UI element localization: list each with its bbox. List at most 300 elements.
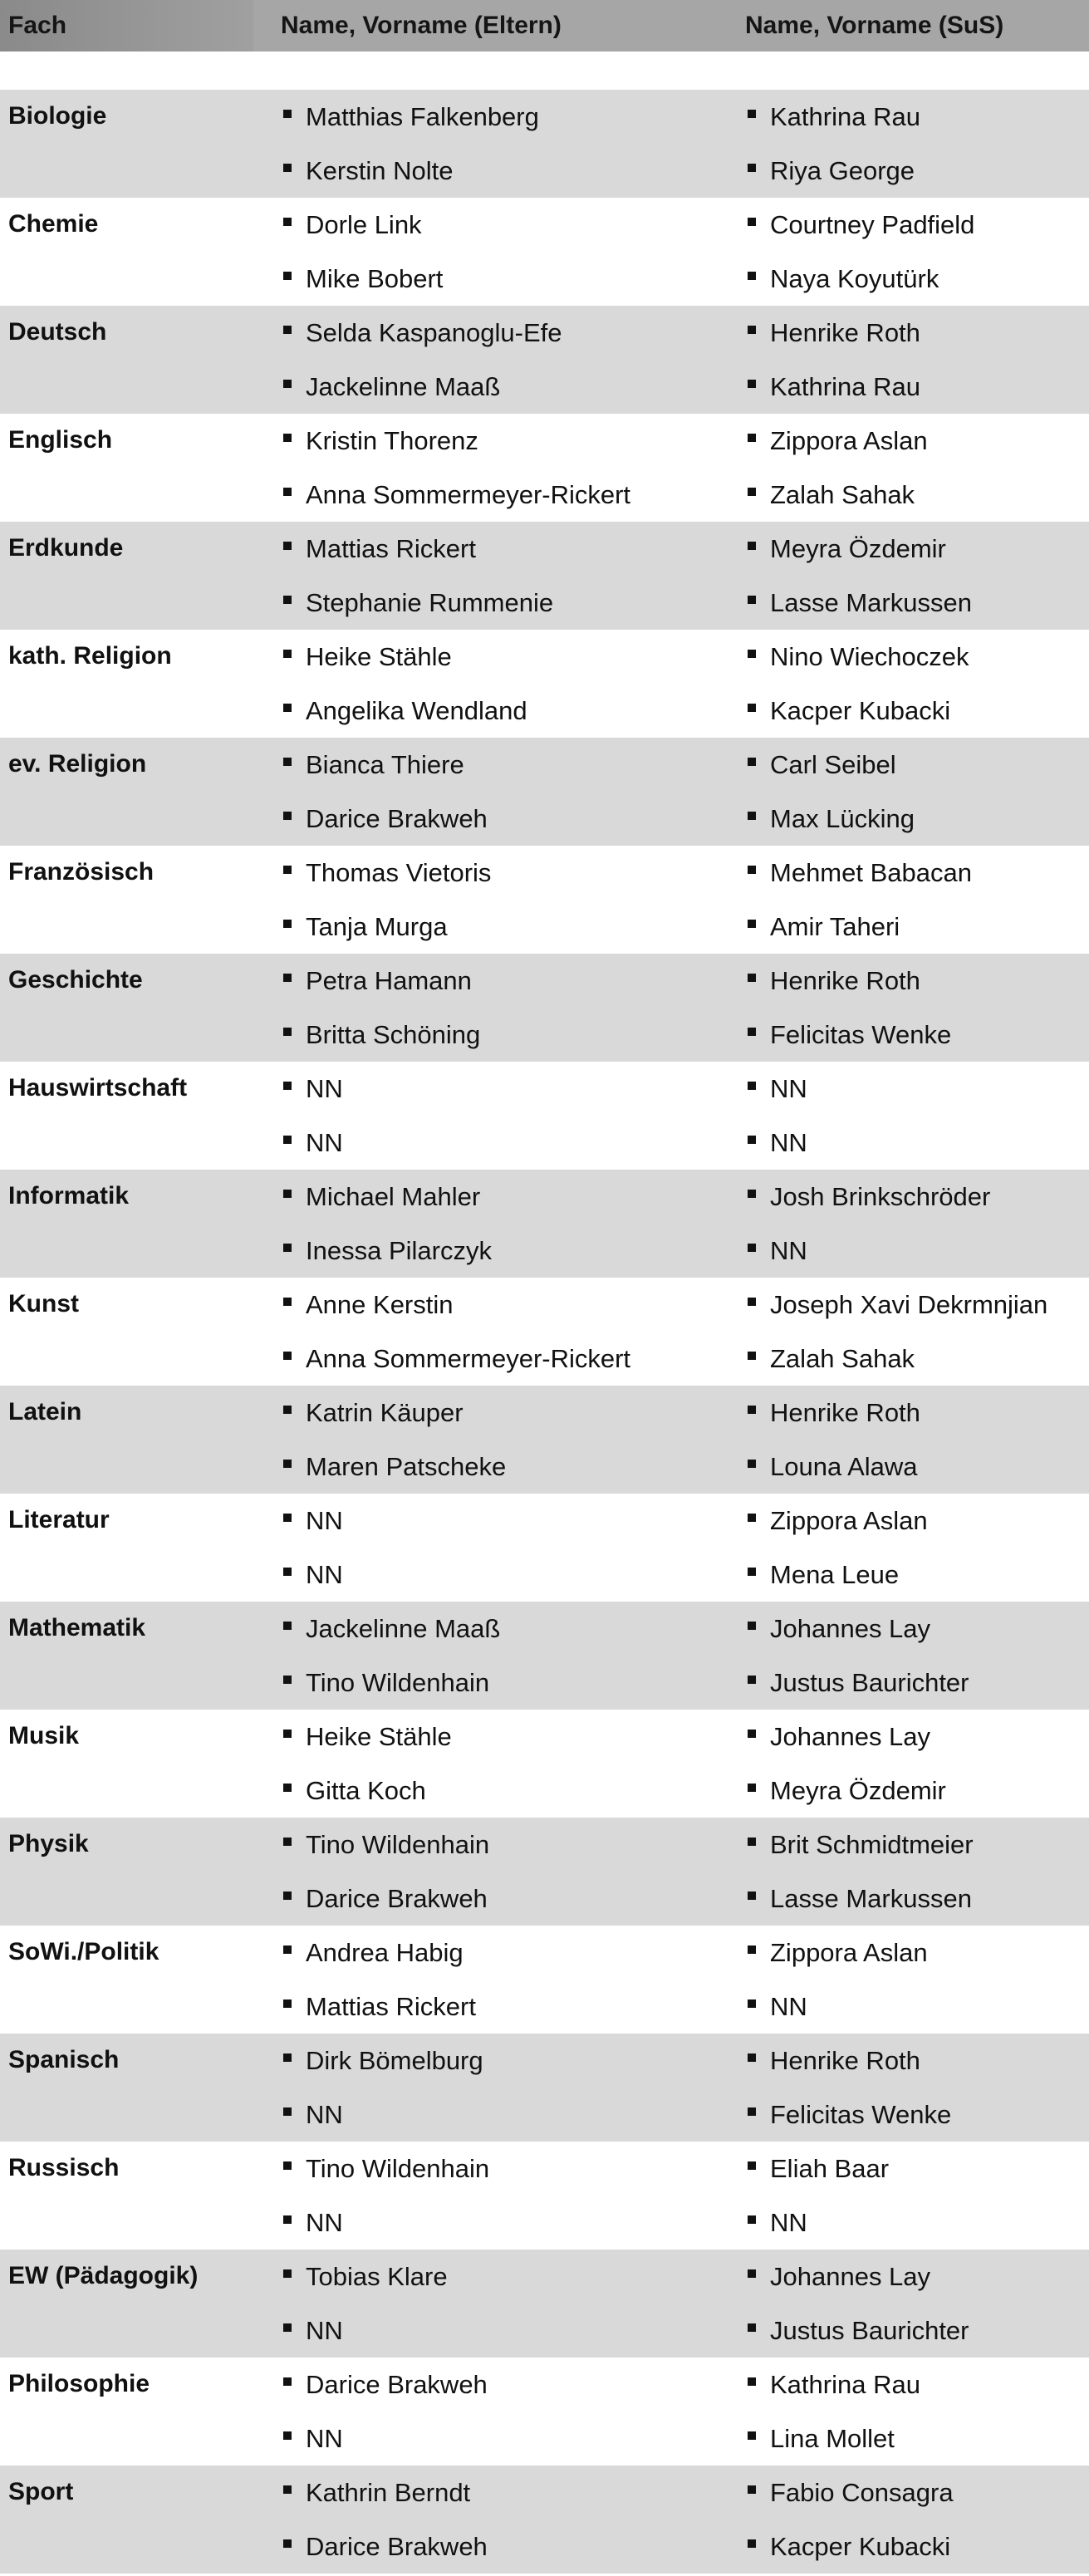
parents-cell: [253, 738, 719, 846]
list-item: [719, 144, 1089, 198]
parent-name: Anna Sommermeyer-Rickert: [306, 479, 631, 509]
subject-cell: kath. Religion: [8, 642, 172, 670]
subject-cell: Kunst: [8, 1290, 79, 1317]
square-bullet-icon: [283, 1352, 292, 1360]
parent-name: Gitta Koch: [306, 1775, 426, 1805]
student-name: Zippora Aslan: [770, 1505, 928, 1535]
students-cell: [719, 1818, 1089, 1926]
square-bullet-icon: [283, 2377, 292, 2386]
square-bullet-icon: [748, 2323, 756, 2332]
parents-cell: [253, 414, 719, 522]
students-cell: [719, 1710, 1089, 1818]
student-name: Lasse Markussen: [770, 1883, 972, 1913]
list-item: [719, 2196, 1089, 2250]
table-row: [0, 846, 1089, 954]
student-name: Fabio Consagra: [770, 2477, 954, 2507]
student-name: Johannes Lay: [770, 2261, 931, 2291]
list-item: [253, 576, 719, 630]
list-item: [253, 252, 719, 306]
table-row: [0, 1494, 1089, 1602]
subject-cell: Spanisch: [8, 2046, 120, 2073]
parents-cell: [253, 1602, 719, 1710]
parent-name: Tino Wildenhain: [306, 1667, 490, 1697]
square-bullet-icon: [748, 812, 756, 820]
subject-cell: Chemie: [8, 210, 99, 238]
parent-name: Tanja Murga: [306, 911, 448, 941]
list-item: [253, 1116, 719, 1170]
student-name: Brit Schmidtmeier: [770, 1829, 974, 1859]
list-item: [719, 954, 1089, 1008]
list-item: [719, 792, 1089, 846]
table-row: [0, 738, 1089, 846]
list-item: [719, 1494, 1089, 1548]
student-name: Zalah Sahak: [770, 479, 915, 509]
square-bullet-icon: [283, 164, 292, 172]
list-item: [719, 1548, 1089, 1602]
parents-cell: [253, 198, 719, 306]
students-cell: [719, 1170, 1089, 1278]
parent-name: Kristin Thorenz: [306, 425, 478, 455]
square-bullet-icon: [748, 2539, 756, 2548]
list-item: [719, 306, 1089, 360]
square-bullet-icon: [748, 1676, 756, 1684]
square-bullet-icon: [748, 1082, 756, 1090]
list-item: [719, 1926, 1089, 1980]
square-bullet-icon: [748, 1945, 756, 1954]
table-row: [0, 306, 1089, 414]
parent-name: NN: [306, 2423, 343, 2453]
square-bullet-icon: [283, 1406, 292, 1414]
list-item: [719, 1872, 1089, 1926]
student-name: Riya George: [770, 155, 915, 185]
table-row: [0, 414, 1089, 522]
students-cell: [719, 846, 1089, 954]
list-item: [719, 1386, 1089, 1440]
list-item: [719, 1062, 1089, 1116]
square-bullet-icon: [748, 542, 756, 550]
parent-name: Darice Brakweh: [306, 803, 488, 833]
parents-cell: [253, 846, 719, 954]
student-name: NN: [770, 1235, 807, 1265]
table-row: [0, 1818, 1089, 1926]
parent-name: Bianca Thiere: [306, 749, 464, 779]
students-cell: [719, 414, 1089, 522]
square-bullet-icon: [748, 2431, 756, 2440]
parent-name: Heike Stähle: [306, 1721, 452, 1751]
parent-name: Mattias Rickert: [306, 533, 476, 563]
parent-name: Dirk Bömelburg: [306, 2045, 483, 2075]
table-row: [0, 630, 1089, 738]
parent-name: Jackelinne Maaß: [306, 371, 501, 401]
subject-cell: Latein: [8, 1398, 82, 1425]
student-name: Naya Koyutürk: [770, 263, 939, 293]
student-name: Henrike Roth: [770, 1397, 920, 1427]
square-bullet-icon: [748, 1406, 756, 1414]
list-item: [253, 468, 719, 522]
parent-name: Inessa Pilarczyk: [306, 1235, 492, 1265]
student-name: Eliah Baar: [770, 2153, 890, 2183]
square-bullet-icon: [283, 218, 292, 226]
parent-name: Kathrin Berndt: [306, 2477, 471, 2507]
list-item: [719, 1764, 1089, 1818]
parents-cell: [253, 1494, 719, 1602]
list-item: [719, 2088, 1089, 2142]
students-cell: [719, 1926, 1089, 2034]
square-bullet-icon: [283, 1892, 292, 1900]
parent-name: Darice Brakweh: [306, 1883, 488, 1913]
parent-name: Katrin Käuper: [306, 1397, 464, 1427]
square-bullet-icon: [748, 866, 756, 874]
square-bullet-icon: [748, 704, 756, 712]
square-bullet-icon: [283, 2431, 292, 2440]
square-bullet-icon: [283, 1945, 292, 1954]
square-bullet-icon: [283, 1082, 292, 1090]
square-bullet-icon: [283, 2107, 292, 2116]
parent-name: Mattias Rickert: [306, 1991, 476, 2021]
square-bullet-icon: [748, 326, 756, 334]
list-item: [719, 1656, 1089, 1710]
parents-cell: [253, 1710, 719, 1818]
list-item: [719, 900, 1089, 954]
table-row: [0, 1170, 1089, 1278]
square-bullet-icon: [283, 1136, 292, 1144]
square-bullet-icon: [283, 326, 292, 334]
square-bullet-icon: [748, 1136, 756, 1144]
parents-cell: [253, 2466, 719, 2574]
list-item: [719, 2358, 1089, 2412]
subject-cell: Russisch: [8, 2154, 120, 2181]
list-item: [253, 2412, 719, 2466]
table-row: [0, 1278, 1089, 1386]
student-name: Henrike Roth: [770, 2045, 920, 2075]
parent-name: Anna Sommermeyer-Rickert: [306, 1343, 631, 1373]
subject-cell: Deutsch: [8, 318, 107, 346]
parent-name: NN: [306, 1127, 343, 1157]
parent-name: Matthias Falkenberg: [306, 101, 539, 131]
parents-cell: [253, 90, 719, 198]
parents-cell: [253, 1278, 719, 1386]
list-item: [253, 846, 719, 900]
students-cell: [719, 306, 1089, 414]
list-item: [719, 2304, 1089, 2358]
square-bullet-icon: [283, 272, 292, 280]
list-item: [719, 1008, 1089, 1062]
table-row: [0, 954, 1089, 1062]
parents-cell: [253, 630, 719, 738]
table-row: [0, 1062, 1089, 1170]
table-row: [0, 90, 1089, 198]
subject-cell: SoWi./Politik: [8, 1938, 159, 1965]
list-item: [253, 1602, 719, 1656]
students-cell: [719, 1602, 1089, 1710]
square-bullet-icon: [283, 380, 292, 388]
list-item: [719, 252, 1089, 306]
list-item: [253, 2088, 719, 2142]
list-item: [253, 1332, 719, 1386]
list-item: [253, 90, 719, 144]
header-subject: Fach: [0, 0, 253, 52]
parent-name: NN: [306, 2207, 343, 2237]
parent-name: Dorle Link: [306, 209, 422, 239]
student-name: NN: [770, 1073, 807, 1103]
students-cell: [719, 2142, 1089, 2250]
student-name: Justus Baurichter: [770, 2315, 969, 2345]
subject-cell: Biologie: [8, 102, 107, 130]
square-bullet-icon: [748, 488, 756, 496]
list-item: [253, 684, 719, 738]
square-bullet-icon: [748, 1190, 756, 1198]
parent-name: Jackelinne Maaß: [306, 1613, 501, 1643]
square-bullet-icon: [748, 2161, 756, 2170]
list-item: [719, 1278, 1089, 1332]
parents-cell: [253, 1926, 719, 2034]
student-name: Zippora Aslan: [770, 1937, 928, 1967]
parents-cell: [253, 954, 719, 1062]
parent-name: Darice Brakweh: [306, 2531, 488, 2561]
parents-cell: [253, 1170, 719, 1278]
list-item: [253, 738, 719, 792]
list-item: [719, 2412, 1089, 2466]
list-item: [719, 1602, 1089, 1656]
square-bullet-icon: [748, 1784, 756, 1792]
student-name: Kacper Kubacki: [770, 2531, 951, 2561]
square-bullet-icon: [283, 866, 292, 874]
list-item: [719, 2466, 1089, 2520]
list-item: [719, 2520, 1089, 2574]
square-bullet-icon: [748, 2107, 756, 2116]
parents-cell: [253, 1062, 719, 1170]
list-item: [719, 630, 1089, 684]
table-row: [0, 2142, 1089, 2250]
subject-cell: Erdkunde: [8, 534, 124, 562]
parent-name: Tino Wildenhain: [306, 2153, 490, 2183]
list-item: [253, 1278, 719, 1332]
students-cell: [719, 2358, 1089, 2466]
square-bullet-icon: [748, 272, 756, 280]
square-bullet-icon: [748, 218, 756, 226]
square-bullet-icon: [748, 974, 756, 982]
square-bullet-icon: [748, 1244, 756, 1252]
square-bullet-icon: [283, 704, 292, 712]
student-name: Meyra Özdemir: [770, 1775, 946, 1805]
list-item: [253, 1548, 719, 1602]
square-bullet-icon: [283, 920, 292, 928]
list-item: [719, 360, 1089, 414]
square-bullet-icon: [748, 1838, 756, 1846]
header-parents: Name, Vorname (Eltern): [281, 12, 562, 39]
parent-name: Maren Patscheke: [306, 1451, 507, 1481]
list-item: [719, 198, 1089, 252]
list-item: [253, 306, 719, 360]
square-bullet-icon: [748, 1622, 756, 1630]
square-bullet-icon: [748, 1999, 756, 2008]
square-bullet-icon: [283, 1244, 292, 1252]
list-item: [253, 2142, 719, 2196]
table-header: [0, 0, 1089, 52]
square-bullet-icon: [748, 2377, 756, 2386]
list-item: [253, 1062, 719, 1116]
square-bullet-icon: [283, 1514, 292, 1522]
subject-cell: Englisch: [8, 426, 113, 454]
student-name: Lasse Markussen: [770, 587, 972, 617]
students-cell: [719, 522, 1089, 630]
square-bullet-icon: [748, 1568, 756, 1576]
students-cell: [719, 630, 1089, 738]
list-item: [253, 1980, 719, 2034]
student-name: Courtney Padfield: [770, 209, 975, 239]
parent-name: Tino Wildenhain: [306, 1829, 490, 1859]
student-name: Justus Baurichter: [770, 1667, 969, 1697]
square-bullet-icon: [748, 164, 756, 172]
student-name: Meyra Özdemir: [770, 533, 946, 563]
student-name: Zippora Aslan: [770, 425, 928, 455]
list-item: [253, 630, 719, 684]
student-name: Amir Taheri: [770, 911, 900, 941]
parent-name: Mike Bobert: [306, 263, 444, 293]
parent-name: Heike Stähle: [306, 641, 452, 671]
square-bullet-icon: [283, 2215, 292, 2224]
student-name: Henrike Roth: [770, 317, 920, 347]
subject-cell: Musik: [8, 1722, 80, 1749]
table-row: [0, 2034, 1089, 2142]
square-bullet-icon: [283, 1676, 292, 1684]
list-item: [253, 2304, 719, 2358]
students-cell: [719, 954, 1089, 1062]
list-item: [253, 414, 719, 468]
list-item: [719, 2250, 1089, 2304]
parent-name: NN: [306, 1073, 343, 1103]
subject-cell: Sport: [8, 2478, 74, 2505]
square-bullet-icon: [748, 1352, 756, 1360]
list-item: [253, 954, 719, 1008]
square-bullet-icon: [748, 1892, 756, 1900]
square-bullet-icon: [283, 758, 292, 766]
list-item: [253, 522, 719, 576]
square-bullet-icon: [283, 1730, 292, 1738]
square-bullet-icon: [748, 1028, 756, 1036]
list-item: [719, 576, 1089, 630]
student-name: Johannes Lay: [770, 1721, 931, 1751]
square-bullet-icon: [748, 1730, 756, 1738]
square-bullet-icon: [283, 1028, 292, 1036]
list-item: [253, 1656, 719, 1710]
student-name: NN: [770, 1991, 807, 2021]
students-cell: [719, 1278, 1089, 1386]
student-name: Kathrina Rau: [770, 2369, 920, 2399]
list-item: [253, 144, 719, 198]
students-cell: [719, 2466, 1089, 2574]
square-bullet-icon: [283, 650, 292, 658]
students-cell: [719, 2250, 1089, 2358]
square-bullet-icon: [748, 650, 756, 658]
parent-name: Darice Brakweh: [306, 2369, 488, 2399]
square-bullet-icon: [283, 2323, 292, 2332]
square-bullet-icon: [283, 2053, 292, 2062]
list-item: [253, 792, 719, 846]
square-bullet-icon: [748, 2053, 756, 2062]
student-name: Louna Alawa: [770, 1451, 918, 1481]
student-name: Nino Wiechoczek: [770, 641, 969, 671]
parents-cell: [253, 306, 719, 414]
subject-cell: EW (Pädagogik): [8, 2262, 199, 2289]
parent-name: NN: [306, 2315, 343, 2345]
student-name: Kacper Kubacki: [770, 695, 951, 725]
list-item: [253, 198, 719, 252]
subject-cell: ev. Religion: [8, 750, 147, 778]
square-bullet-icon: [283, 110, 292, 118]
square-bullet-icon: [283, 2485, 292, 2494]
list-item: [253, 1710, 719, 1764]
students-cell: [719, 90, 1089, 198]
students-cell: [719, 1386, 1089, 1494]
student-name: Kathrina Rau: [770, 371, 920, 401]
list-item: [253, 2520, 719, 2574]
student-name: NN: [770, 1127, 807, 1157]
subject-cell: Hauswirtschaft: [8, 1074, 188, 1102]
square-bullet-icon: [283, 488, 292, 496]
square-bullet-icon: [283, 1622, 292, 1630]
parent-name: Britta Schöning: [306, 1019, 481, 1049]
header-spacer: [0, 52, 1089, 90]
square-bullet-icon: [748, 2485, 756, 2494]
table-row: [0, 1926, 1089, 2034]
square-bullet-icon: [748, 2215, 756, 2224]
square-bullet-icon: [283, 1460, 292, 1468]
parent-name: Kerstin Nolte: [306, 155, 454, 185]
list-item: [719, 738, 1089, 792]
table-row: [0, 2358, 1089, 2466]
table-row: [0, 1386, 1089, 1494]
student-name: Henrike Roth: [770, 965, 920, 995]
list-item: [719, 846, 1089, 900]
list-item: [253, 1170, 719, 1224]
subject-cell: Französisch: [8, 858, 155, 886]
square-bullet-icon: [283, 542, 292, 550]
table-row: [0, 2250, 1089, 2358]
subject-cell: Informatik: [8, 1182, 130, 1209]
square-bullet-icon: [748, 380, 756, 388]
parent-name: Anne Kerstin: [306, 1289, 454, 1319]
list-item: [719, 522, 1089, 576]
list-item: [719, 90, 1089, 144]
students-cell: [719, 738, 1089, 846]
list-item: [719, 468, 1089, 522]
square-bullet-icon: [748, 758, 756, 766]
student-name: Felicitas Wenke: [770, 1019, 952, 1049]
students-cell: [719, 198, 1089, 306]
square-bullet-icon: [283, 974, 292, 982]
student-name: Lina Mollet: [770, 2423, 895, 2453]
square-bullet-icon: [283, 812, 292, 820]
list-item: [719, 1710, 1089, 1764]
student-name: Max Lücking: [770, 803, 915, 833]
student-name: Carl Seibel: [770, 749, 896, 779]
square-bullet-icon: [283, 2269, 292, 2278]
list-item: [719, 1818, 1089, 1872]
list-item: [253, 2034, 719, 2088]
list-item: [719, 1440, 1089, 1494]
table-row: [0, 198, 1089, 306]
subject-cell: Physik: [8, 1830, 89, 1857]
list-item: [253, 2358, 719, 2412]
table-row: [0, 2466, 1089, 2574]
list-item: [253, 1818, 719, 1872]
parent-name: Thomas Vietoris: [306, 857, 492, 887]
list-item: [719, 684, 1089, 738]
parent-name: Angelika Wendland: [306, 695, 527, 725]
parent-name: NN: [306, 1559, 343, 1589]
student-name: NN: [770, 2207, 807, 2237]
